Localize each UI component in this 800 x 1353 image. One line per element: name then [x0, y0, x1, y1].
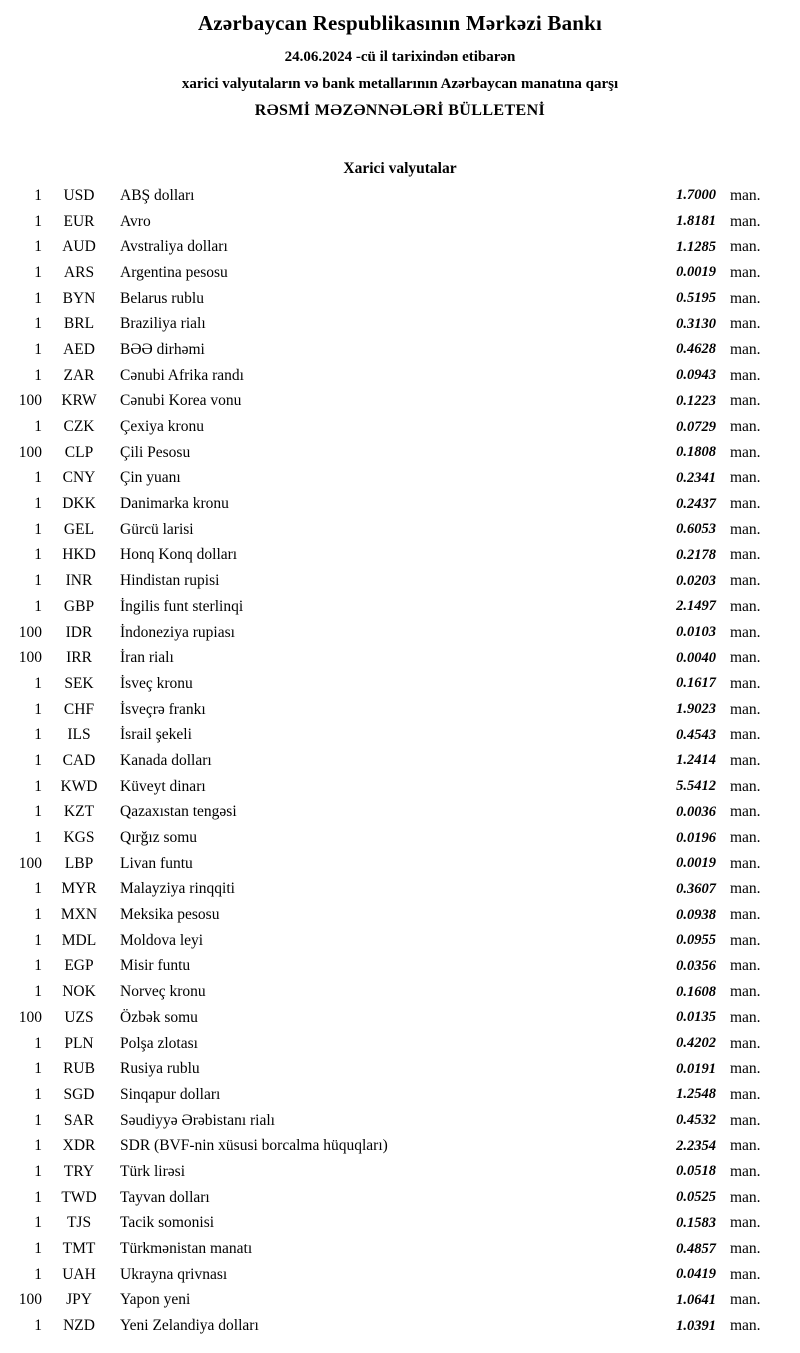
qty-cell: 1 [34, 495, 42, 513]
qty-cell: 1 [34, 1060, 42, 1078]
code-cell: IRR [66, 649, 92, 667]
name-cell: Misir funtu [120, 957, 191, 975]
code-cell: IDR [65, 623, 93, 641]
code-cell: ARS [63, 263, 95, 281]
qty-cell: 1 [34, 212, 42, 230]
rate-cell: 0.0040 [676, 649, 716, 666]
unit-cell: man. [730, 443, 761, 461]
name-cell: Sinqapur dolları [120, 1085, 221, 1103]
name-cell: Tayvan dolları [120, 1188, 210, 1206]
code-cell: UAH [62, 1265, 96, 1283]
code-cell: MDL [61, 931, 97, 949]
rate-cell: 0.0203 [676, 572, 716, 589]
code-cell: CNY [62, 469, 96, 487]
currency-row [8, 1236, 772, 1262]
name-cell: ABŞ dolları [120, 186, 195, 204]
name-cell: Yeni Zelandiya dolları [120, 1317, 259, 1335]
currency-row [8, 389, 772, 415]
name-cell: Qazaxıstan tengəsi [120, 803, 237, 821]
qty-cell: 1 [34, 366, 42, 384]
qty-cell: 1 [34, 880, 42, 898]
qty-cell: 1 [34, 418, 42, 436]
code-cell: BRL [63, 315, 95, 333]
code-cell: TJS [66, 1214, 92, 1232]
unit-cell: man. [730, 340, 761, 358]
unit-cell: man. [730, 315, 761, 333]
unit-cell: man. [730, 1188, 761, 1206]
unit-cell: man. [730, 957, 761, 975]
rate-cell: 0.0135 [676, 1009, 716, 1026]
unit-cell: man. [730, 1240, 761, 1258]
qty-cell: 1 [34, 983, 42, 1001]
bulletin-subtitle: xarici valyutaların və bank metallarının Azərbaycan manatına qarşı [181, 76, 619, 92]
qty-cell: 1 [34, 803, 42, 821]
name-cell: Braziliya rialı [120, 315, 206, 333]
rate-cell: 0.4532 [676, 1112, 716, 1129]
name-cell: Ukrayna qrivnası [120, 1265, 228, 1283]
code-cell: RUB [63, 1060, 95, 1078]
rate-cell: 0.3130 [676, 315, 716, 332]
rate-cell: 1.2414 [676, 752, 716, 769]
code-cell: SGD [63, 1085, 95, 1103]
currency-row [8, 902, 772, 928]
section-title-foreign-currencies: Xarici valyutalar [343, 160, 457, 177]
qty-cell: 100 [18, 623, 42, 641]
rate-cell: 0.0036 [676, 803, 716, 820]
currency-row [8, 1005, 772, 1031]
code-cell: CLP [64, 443, 94, 461]
rate-cell: 0.0356 [676, 957, 716, 974]
code-cell: SEK [64, 674, 94, 692]
name-cell: Çili Pesosu [120, 443, 191, 461]
name-cell: Meksika pesosu [120, 906, 220, 924]
rate-cell: 1.0391 [676, 1317, 716, 1334]
qty-cell: 1 [34, 726, 42, 744]
qty-cell: 1 [34, 289, 42, 307]
currency-table [0, 183, 800, 1339]
rate-cell: 0.0518 [676, 1163, 716, 1180]
name-cell: Cənubi Afrika randı [120, 366, 244, 384]
qty-cell: 1 [34, 700, 42, 718]
currency-row [8, 311, 772, 337]
name-cell: BƏƏ dirhəmi [120, 340, 205, 358]
qty-cell: 1 [34, 263, 42, 281]
qty-cell: 1 [34, 572, 42, 590]
code-cell: CHF [63, 700, 95, 718]
currency-row [8, 1082, 772, 1108]
code-cell: MYR [61, 880, 97, 898]
qty-cell: 1 [34, 520, 42, 538]
currency-row [8, 748, 772, 774]
unit-cell: man. [730, 1111, 761, 1129]
rate-cell: 0.0729 [676, 418, 716, 435]
rate-cell: 0.5195 [676, 290, 716, 307]
name-cell: İran rialı [120, 649, 174, 667]
unit-cell: man. [730, 392, 761, 410]
unit-cell: man. [730, 263, 761, 281]
name-cell: Özbək somu [120, 1008, 198, 1026]
code-cell: XDR [62, 1137, 96, 1155]
name-cell: Yapon yeni [120, 1291, 191, 1309]
name-cell: Kanada dolları [120, 751, 212, 769]
currency-row [8, 543, 772, 569]
qty-cell: 1 [34, 340, 42, 358]
qty-cell: 1 [34, 751, 42, 769]
rate-cell: 0.6053 [676, 521, 716, 538]
name-cell: Livan funtu [120, 854, 193, 872]
rate-cell: 0.2178 [676, 546, 716, 563]
rate-cell: 1.2548 [676, 1086, 716, 1103]
qty-cell: 1 [34, 238, 42, 256]
currency-row [8, 286, 772, 312]
currency-row [8, 979, 772, 1005]
unit-cell: man. [730, 777, 761, 795]
code-cell: GEL [63, 520, 95, 538]
qty-cell: 1 [34, 1188, 42, 1206]
currency-row [8, 466, 772, 492]
name-cell: Belarus rublu [120, 289, 204, 307]
currency-row [8, 1313, 772, 1339]
unit-cell: man. [730, 931, 761, 949]
name-cell: Küveyt dinarı [120, 777, 206, 795]
bulletin-header [0, 0, 800, 120]
name-cell: Norveç kronu [120, 983, 206, 1001]
code-cell: CZK [63, 418, 95, 436]
name-cell: Çexiya kronu [120, 418, 204, 436]
name-cell: Argentina pesosu [120, 263, 228, 281]
currency-row [8, 1056, 772, 1082]
unit-cell: man. [730, 1265, 761, 1283]
unit-cell: man. [730, 854, 761, 872]
name-cell: Qırğız somu [120, 829, 198, 847]
rate-cell: 1.1285 [676, 238, 716, 255]
currency-row [8, 620, 772, 646]
rate-cell: 0.0019 [676, 264, 716, 281]
currency-row [8, 928, 772, 954]
rate-cell: 0.0938 [676, 906, 716, 923]
rate-cell: 0.2437 [676, 495, 716, 512]
rate-cell: 0.1223 [676, 392, 716, 409]
code-cell: TMT [62, 1240, 96, 1258]
name-cell: Tacik somonisi [120, 1214, 215, 1232]
rate-cell: 0.0019 [676, 855, 716, 872]
currency-row [8, 363, 772, 389]
code-cell: GBP [63, 597, 95, 615]
unit-cell: man. [730, 1060, 761, 1078]
unit-cell: man. [730, 366, 761, 384]
bulletin-name: RƏSMİ MƏZƏNNƏLƏRİ BÜLLETENİ [254, 102, 546, 119]
name-cell: İsveç kronu [120, 674, 193, 692]
qty-cell: 1 [34, 829, 42, 847]
unit-cell: man. [730, 572, 761, 590]
code-cell: ILS [67, 726, 91, 744]
currency-row [8, 1211, 772, 1237]
code-cell: KWD [60, 777, 98, 795]
unit-cell: man. [730, 1085, 761, 1103]
unit-cell: man. [730, 1317, 761, 1335]
name-cell: Rusiya rublu [120, 1060, 200, 1078]
qty-cell: 1 [34, 1111, 42, 1129]
currency-row [8, 671, 772, 697]
unit-cell: man. [730, 623, 761, 641]
currency-row [8, 440, 772, 466]
rate-cell: 0.4857 [676, 1240, 716, 1257]
unit-cell: man. [730, 546, 761, 564]
page-title: Azərbaycan Respublikasının Mərkəzi Bankı [197, 11, 603, 35]
code-cell: INR [65, 572, 93, 590]
rate-cell: 0.0103 [676, 624, 716, 641]
unit-cell: man. [730, 700, 761, 718]
qty-cell: 1 [34, 1214, 42, 1232]
qty-cell: 100 [18, 1008, 42, 1026]
unit-cell: man. [730, 238, 761, 256]
qty-cell: 100 [18, 392, 42, 410]
unit-cell: man. [730, 829, 761, 847]
rate-cell: 0.4628 [676, 341, 716, 358]
code-cell: KZT [63, 803, 95, 821]
unit-cell: man. [730, 1162, 761, 1180]
currency-row [8, 722, 772, 748]
rate-cell: 0.0943 [676, 367, 716, 384]
code-cell: LBP [64, 854, 94, 872]
currency-row [8, 825, 772, 851]
currency-row [8, 1108, 772, 1134]
unit-cell: man. [730, 906, 761, 924]
code-cell: KRW [61, 392, 97, 410]
qty-cell: 1 [34, 931, 42, 949]
unit-cell: man. [730, 289, 761, 307]
code-cell: BYN [62, 289, 96, 307]
currency-row [8, 491, 772, 517]
name-cell: SDR (BVF-nin xüsusi borcalma hüquqları) [120, 1137, 388, 1155]
unit-cell: man. [730, 983, 761, 1001]
code-cell: ZAR [63, 366, 95, 384]
qty-cell: 1 [34, 1085, 42, 1103]
unit-cell: man. [730, 1214, 761, 1232]
currency-row [8, 1133, 772, 1159]
rate-cell: 0.0196 [676, 829, 716, 846]
qty-cell: 1 [34, 1240, 42, 1258]
rate-cell: 0.1608 [676, 983, 716, 1000]
unit-cell: man. [730, 469, 761, 487]
qty-cell: 1 [34, 186, 42, 204]
code-cell: HKD [62, 546, 96, 564]
name-cell: İsveçrə frankı [120, 700, 206, 718]
code-cell: UZS [64, 1008, 94, 1026]
name-cell: Avstraliya dolları [120, 238, 228, 256]
qty-cell: 100 [18, 649, 42, 667]
currency-row [8, 1159, 772, 1185]
rate-cell: 0.1808 [676, 444, 716, 461]
name-cell: Türkmənistan manatı [120, 1240, 253, 1258]
unit-cell: man. [730, 1137, 761, 1155]
rate-cell: 1.7000 [676, 187, 716, 204]
rate-cell: 0.2341 [676, 469, 716, 486]
rate-cell: 2.2354 [676, 1137, 716, 1154]
currency-row [8, 414, 772, 440]
currency-row [8, 954, 772, 980]
name-cell: Polşa zlotası [120, 1034, 198, 1052]
rate-cell: 0.4543 [676, 726, 716, 743]
rate-cell: 0.1583 [676, 1214, 716, 1231]
qty-cell: 1 [34, 315, 42, 333]
code-cell: NZD [63, 1317, 95, 1335]
currency-row [8, 1185, 772, 1211]
currency-row [8, 645, 772, 671]
rate-cell: 1.8181 [676, 213, 716, 230]
unit-cell: man. [730, 212, 761, 230]
qty-cell: 1 [34, 469, 42, 487]
code-cell: CAD [62, 751, 96, 769]
name-cell: Çin yuanı [120, 469, 181, 487]
currency-row [8, 774, 772, 800]
code-cell: DKK [62, 495, 96, 513]
rate-cell: 2.1497 [676, 598, 716, 615]
qty-cell: 1 [34, 597, 42, 615]
currency-row [8, 594, 772, 620]
code-cell: EUR [63, 212, 95, 230]
qty-cell: 1 [34, 1137, 42, 1155]
unit-cell: man. [730, 186, 761, 204]
unit-cell: man. [730, 418, 761, 436]
name-cell: İndoneziya rupiası [120, 623, 235, 641]
currency-row [8, 877, 772, 903]
name-cell: Səudiyyə Ərəbistanı rialı [120, 1111, 275, 1129]
code-cell: AUD [62, 238, 96, 256]
qty-cell: 1 [34, 1317, 42, 1335]
rate-cell: 0.1617 [676, 675, 716, 692]
unit-cell: man. [730, 880, 761, 898]
qty-cell: 100 [18, 443, 42, 461]
currency-row [8, 337, 772, 363]
qty-cell: 1 [34, 906, 42, 924]
currency-row [8, 1262, 772, 1288]
currency-row [8, 800, 772, 826]
currency-row [8, 260, 772, 286]
code-cell: TWD [61, 1188, 97, 1206]
unit-cell: man. [730, 1008, 761, 1026]
currency-row [8, 517, 772, 543]
unit-cell: man. [730, 649, 761, 667]
name-cell: Türk lirəsi [120, 1162, 185, 1180]
name-cell: İngilis funt sterlinqi [120, 597, 244, 615]
rate-cell: 0.3607 [676, 880, 716, 897]
name-cell: Danimarka kronu [120, 495, 229, 513]
rate-cell: 0.0419 [676, 1266, 716, 1283]
code-cell: MXN [60, 906, 98, 924]
code-cell: KGS [63, 829, 95, 847]
code-cell: NOK [62, 983, 96, 1001]
qty-cell: 100 [18, 1291, 42, 1309]
name-cell: Avro [120, 212, 151, 230]
name-cell: Honq Konq dolları [120, 546, 238, 564]
qty-cell: 1 [34, 957, 42, 975]
name-cell: Hindistan rupisi [120, 572, 220, 590]
qty-cell: 1 [34, 777, 42, 795]
code-cell: EGP [64, 957, 94, 975]
currency-row [8, 851, 772, 877]
code-cell: JPY [66, 1291, 92, 1309]
unit-cell: man. [730, 751, 761, 769]
rate-cell: 1.9023 [676, 701, 716, 718]
unit-cell: man. [730, 1291, 761, 1309]
qty-cell: 1 [34, 1265, 42, 1283]
unit-cell: man. [730, 674, 761, 692]
name-cell: İsrail şekeli [120, 726, 192, 744]
currency-row [8, 1288, 772, 1314]
code-cell: SAR [63, 1111, 95, 1129]
qty-cell: 1 [34, 546, 42, 564]
unit-cell: man. [730, 726, 761, 744]
rate-cell: 0.0525 [676, 1189, 716, 1206]
rate-cell: 0.0955 [676, 932, 716, 949]
unit-cell: man. [730, 597, 761, 615]
qty-cell: 1 [34, 674, 42, 692]
name-cell: Gürcü larisi [120, 520, 194, 538]
unit-cell: man. [730, 1034, 761, 1052]
qty-cell: 1 [34, 1034, 42, 1052]
unit-cell: man. [730, 803, 761, 821]
code-cell: AED [63, 340, 95, 358]
currency-row [8, 568, 772, 594]
unit-cell: man. [730, 495, 761, 513]
currency-row [8, 1031, 772, 1057]
currency-row [8, 209, 772, 235]
rate-cell: 0.4202 [676, 1035, 716, 1052]
code-cell: PLN [64, 1034, 94, 1052]
rate-cell: 0.0191 [676, 1060, 716, 1077]
name-cell: Malayziya rinqqiti [120, 880, 235, 898]
unit-cell: man. [730, 520, 761, 538]
effective-date-line: 24.06.2024 -cü il tarixindən etibarən [284, 49, 516, 65]
name-cell: Cənubi Korea vonu [120, 392, 242, 410]
currency-row [8, 183, 772, 209]
qty-cell: 100 [18, 854, 42, 872]
rate-cell: 1.0641 [676, 1291, 716, 1308]
name-cell: Moldova leyi [120, 931, 204, 949]
code-cell: USD [63, 186, 95, 204]
code-cell: TRY [63, 1162, 95, 1180]
qty-cell: 1 [34, 1162, 42, 1180]
currency-row [8, 697, 772, 723]
currency-row [8, 234, 772, 260]
rate-cell: 5.5412 [676, 778, 716, 795]
